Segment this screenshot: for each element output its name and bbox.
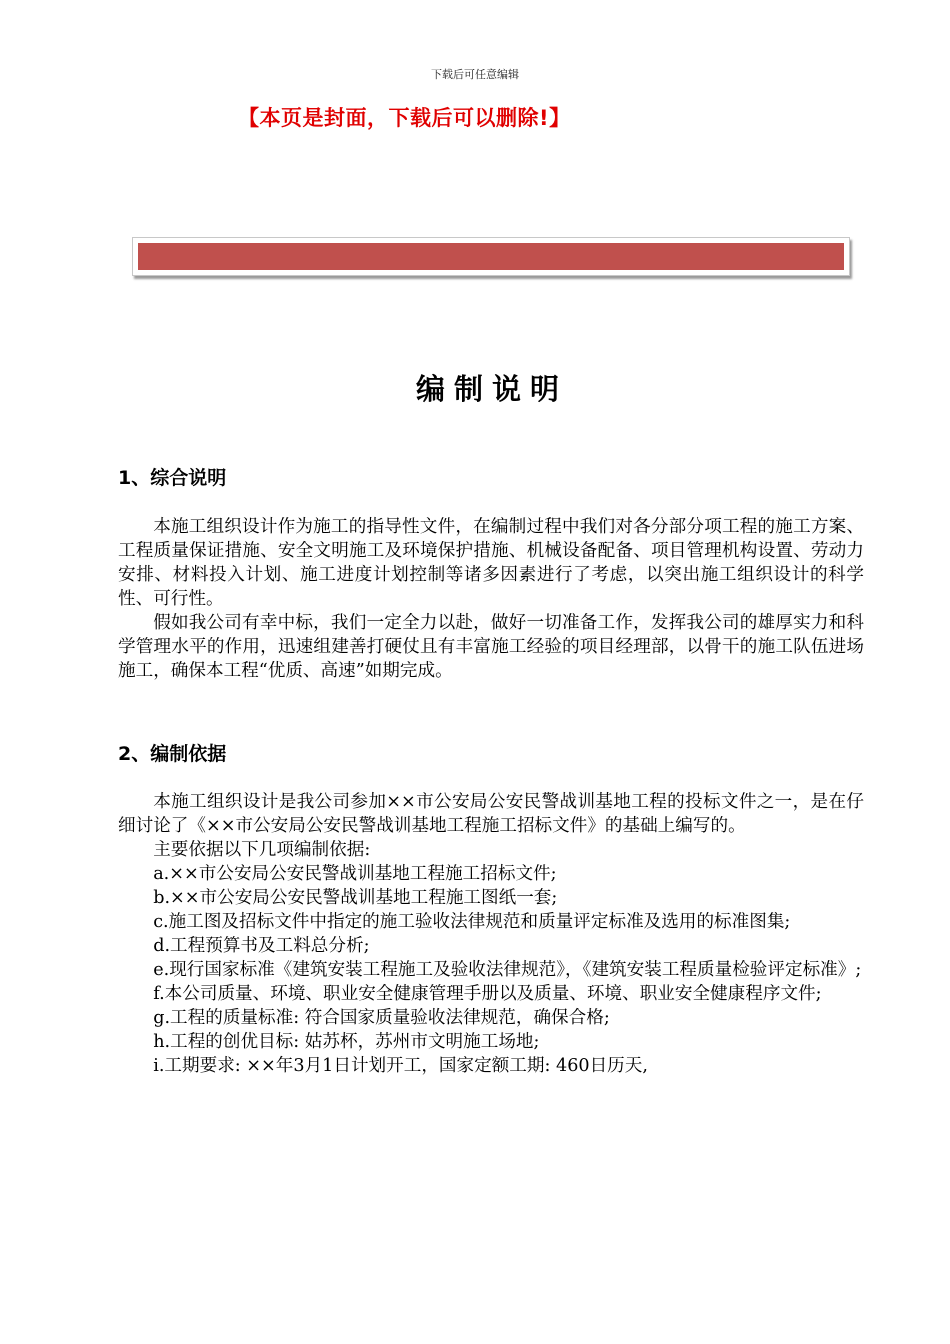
list-item: i.工期要求: ××年3月1日计划开工，国家定额工期: 460日历天, <box>153 1056 648 1076</box>
paragraph: 主要依据以下几项编制依据: <box>153 840 371 860</box>
section-body-overview <box>118 515 864 683</box>
paragraph: 本施工组织设计作为施工的指导性文件，在编制过程中我们对各分部分项工程的施工方案、工程质量保证措施、安全文明施工及环境保护措施、机械设备配备、项目管理机构设置、劳动力安排、材料投入计划、施工进度计划控制等诸多因素进行了考虑，以突出施工组织设计的科学性、可行性。 <box>118 517 864 609</box>
paragraph: 假如我公司有幸中标，我们一定全力以赴，做好一切准备工作，发挥我公司的雄厚实力和科学管理水平的作用，迅速组建善打硬仗且有丰富施工经验的项目经理部，以骨干的施工队伍进场施工，确保本工程“优质、高速”如期完成。 <box>118 613 864 681</box>
section-heading-overview: 1、综合说明 <box>118 467 227 489</box>
list-item: b.××市公安局公安民警战训基地工程施工图纸一套; <box>153 888 558 908</box>
list-item: h.工程的创优目标: 姑苏杯，苏州市文明施工场地; <box>153 1032 540 1052</box>
list-item: d.工程预算书及工料总分析; <box>153 936 370 956</box>
list-item: f.本公司质量、环境、职业安全健康管理手册以及质量、环境、职业安全健康程序文件; <box>153 984 822 1004</box>
banner-bar <box>138 243 844 270</box>
cover-notice: 【本页是封面，下载后可以删除!】 <box>238 106 571 130</box>
list-item: a.××市公安局公安民警战训基地工程施工招标文件; <box>153 864 557 884</box>
document-title: 编制说明 <box>415 372 568 406</box>
paragraph: 本施工组织设计是我公司参加××市公安局公安民警战训基地工程的投标文件之一，是在仔细讨论了《××市公安局公安民警战训基地工程施工招标文件》的基础上编写的。 <box>118 792 864 836</box>
list-item: e.现行国家标准《建筑安装工程施工及验收法律规范》，《建筑安装工程质量检验评定标准》; <box>153 960 862 980</box>
list-item: c.施工图及招标文件中指定的施工验收法律规范和质量评定标准及选用的标准图集; <box>153 912 791 932</box>
list-item: g.工程的质量标准: 符合国家质量验收法律规范，确保合格; <box>153 1008 610 1028</box>
header-note: 下载后可任意编辑 <box>431 68 519 81</box>
decorative-banner <box>132 237 850 276</box>
section-heading-basis: 2、编制依据 <box>118 743 227 765</box>
section-body-basis <box>118 790 864 1078</box>
